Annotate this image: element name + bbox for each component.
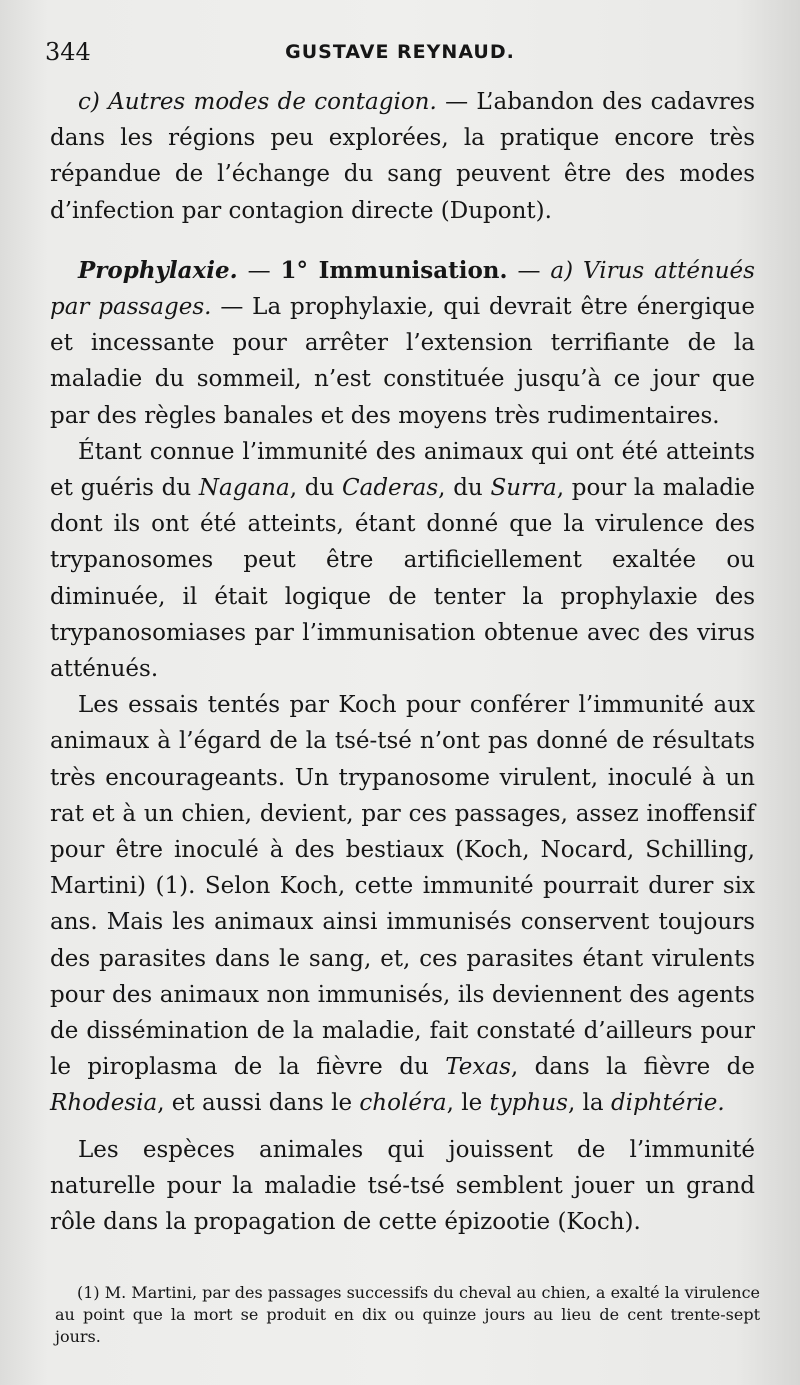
dash: — bbox=[507, 257, 551, 284]
term-nagana: Nagana bbox=[198, 475, 290, 502]
subheading-virus-attenues: a) Virus atténués par passages. bbox=[50, 257, 755, 321]
dash: — bbox=[211, 294, 253, 321]
section-heading-prophylaxie: Prophylaxie. bbox=[78, 256, 238, 284]
paragraph-text: , le bbox=[446, 1090, 490, 1117]
paragraph-text: Étant connue l’immunité des animaux qui ont été atteints et guéris du bbox=[50, 438, 755, 502]
paragraph-text: , et aussi dans le bbox=[157, 1090, 360, 1117]
paragraph-text: , pour la maladie dont ils ont été atteints, étant donné que la virulence des trypanosomes peut être artificiellement exaltée ou diminuée, il était logique de tenter la prophylaxie des trypanosomiases par l’immunisation obtenue avec des virus atténués. bbox=[50, 475, 755, 683]
dash: — bbox=[237, 257, 281, 284]
paragraph-text: Les essais tentés par Koch pour conférer l’immunité aux animaux à l’égard de la tsé-tsé n’ont pas donné de résultats très encourageants. Un trypanosome virulent, inoculé à un rat et à un chien, devient, par ces passages, assez inoffensif pour être inoculé à des bestiaux (Koch, Nocard, Schilling, Martini) (1). Selon Koch, cette immunité pourrait durer six ans. Mais les animaux ainsi immunisés conservent toujours des parasites dans le sang, et, ces parasites étant virulents pour des animaux non immunisés, ils deviennent des agents de dissémination de la maladie, fait constaté d’ailleurs pour le piroplasma de la fièvre du bbox=[50, 692, 755, 1081]
running-head bbox=[0, 38, 800, 74]
term-texas: Texas bbox=[445, 1054, 511, 1081]
paragraph-contagion bbox=[50, 84, 755, 229]
term-caderas: Caderas bbox=[342, 475, 439, 502]
dash: — bbox=[436, 89, 477, 115]
term-diphterie: diphtérie. bbox=[610, 1090, 725, 1117]
running-title: GUSTAVE REYNAUD. bbox=[285, 41, 515, 63]
page-number: 344 bbox=[45, 38, 91, 66]
paragraph-text: , la bbox=[567, 1090, 611, 1117]
paragraph-etant-connue bbox=[50, 434, 755, 687]
paragraph-text: , du bbox=[289, 475, 343, 502]
paragraph-text: La prophylaxie, qui devrait être énergique et incessante pour arrêter l’extension terrifiante de la maladie du sommeil, n’est constituée jusqu’à ce jour que par des règles banales et des moyens très rudimentaires. bbox=[50, 294, 756, 429]
paragraph-essais bbox=[50, 687, 755, 1121]
paragraph-text: , dans la fièvre de bbox=[510, 1054, 755, 1081]
paragraph-prophylaxie bbox=[50, 253, 755, 434]
paragraph-especes bbox=[50, 1132, 755, 1241]
footnotes bbox=[55, 1282, 760, 1348]
paragraph-text: L’abandon des cadavres dans les régions peu explorées, la pratique encore très répandue de l’échange du sang peuvent être des modes d’infection par contagion directe (Dupont). bbox=[50, 89, 756, 224]
term-typhus: typhus bbox=[489, 1090, 568, 1117]
footnote-1: (1) M. Martini, par des passages successifs du cheval au chien, a exalté la virulence au point que la mort se produit en dix ou quinze jours au lieu de cent trente-sept jours. bbox=[55, 1283, 760, 1346]
body-text bbox=[50, 84, 755, 1240]
term-surra: Surra bbox=[490, 475, 557, 502]
paragraph-text: Les espèces animales qui jouissent de l’immunité naturelle pour la maladie tsé-tsé semblent jouer un grand rôle dans la propagation de cette épizootie (Koch). bbox=[50, 1136, 755, 1236]
paragraph-text: , du bbox=[438, 475, 491, 502]
subheading-immunisation: 1° Immunisation. bbox=[280, 256, 508, 284]
term-rhodesia: Rhodesia bbox=[50, 1090, 158, 1117]
section-heading-contagion: c) Autres modes de contagion. bbox=[78, 89, 437, 115]
term-cholera: choléra bbox=[359, 1090, 447, 1117]
